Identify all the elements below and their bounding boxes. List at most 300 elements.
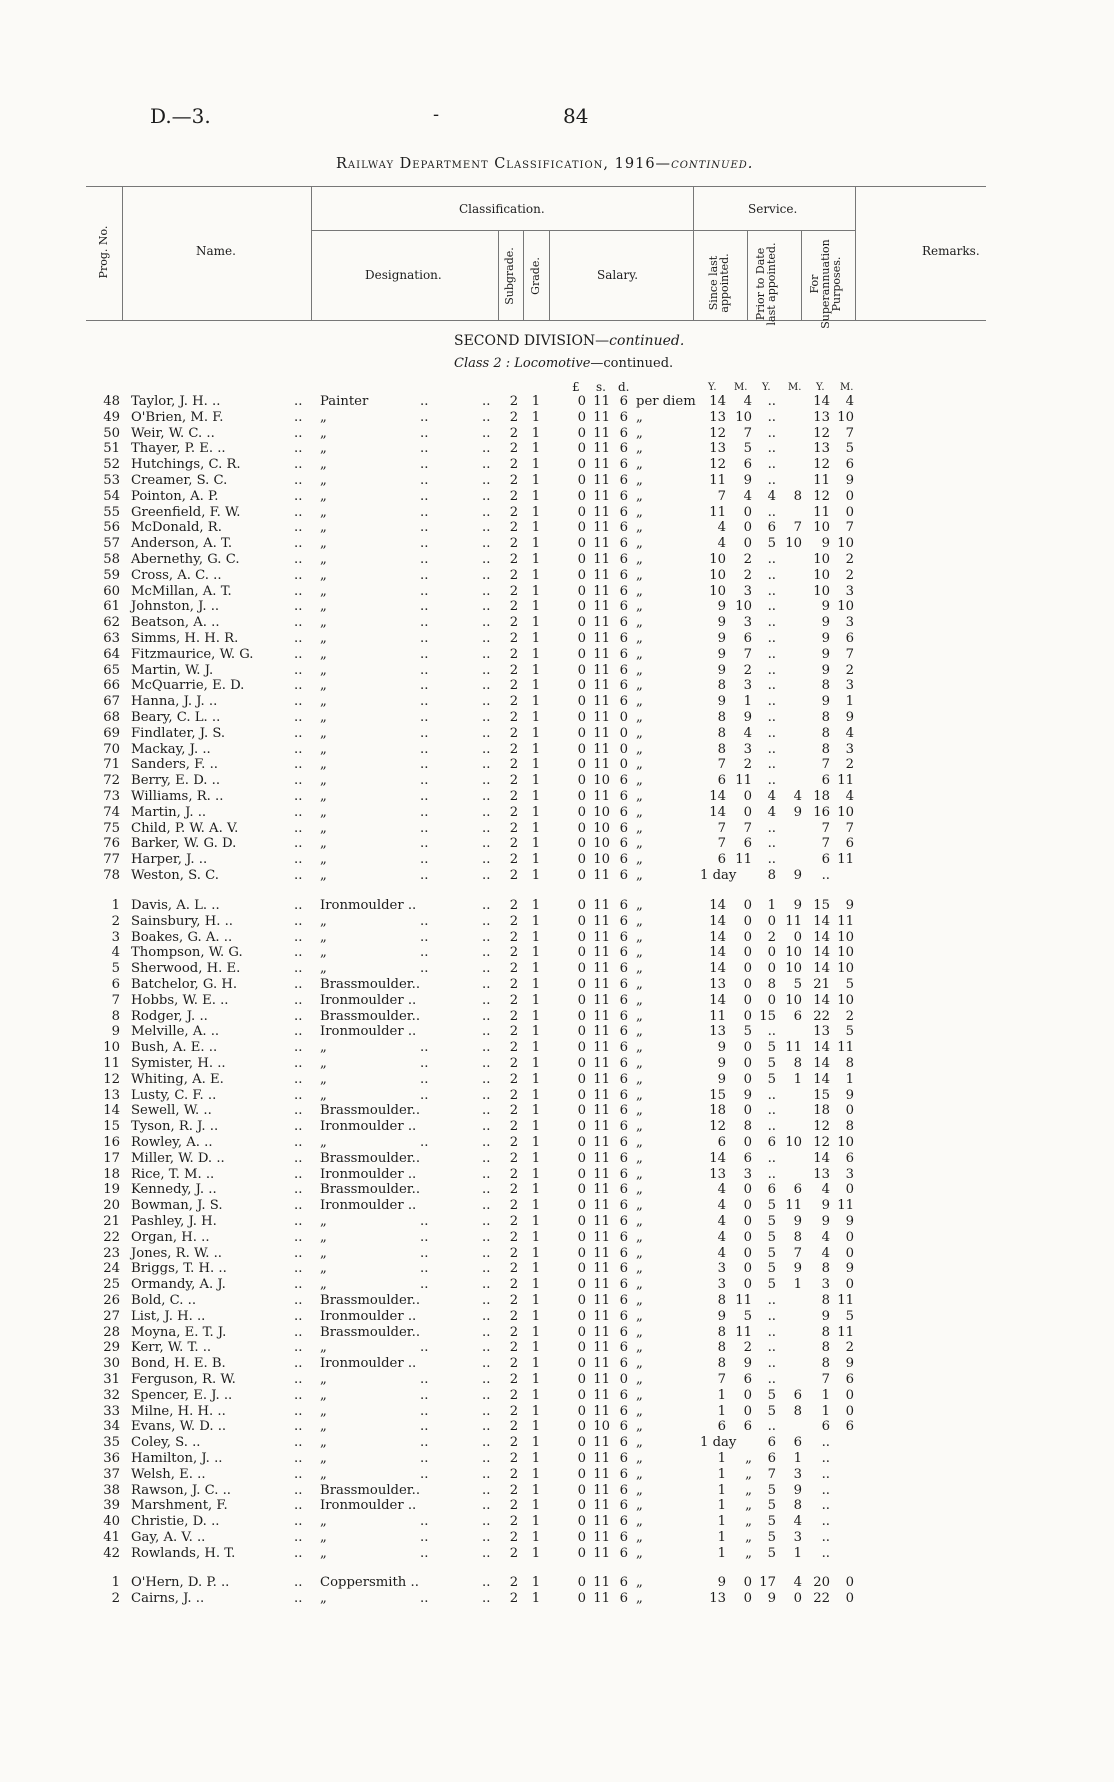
grade: 1 — [531, 1166, 541, 1182]
prog-number: 3 — [111, 929, 120, 945]
since-months: 2 — [743, 662, 752, 678]
salary-pounds: 0 — [577, 868, 586, 883]
super-months: 11 — [837, 1040, 854, 1056]
super-months: 0 — [845, 1182, 854, 1198]
salary-unit: „ — [636, 520, 643, 536]
prog-number: 19 — [103, 1182, 120, 1198]
person-name: Batchelor, G. H. — [131, 977, 238, 992]
super-months: 5 — [845, 1024, 854, 1040]
grade: 1 — [531, 1419, 541, 1435]
since-years: 10 — [709, 583, 726, 599]
designation: Ironmoulder .. — [320, 1308, 417, 1324]
designation: „ — [320, 1403, 327, 1419]
super-months: 8 — [845, 1119, 854, 1135]
person-name: Whiting, A. E. — [131, 1071, 224, 1087]
subgrade: 2 — [509, 1419, 519, 1435]
super-years: 13 — [813, 441, 830, 457]
designation: „ — [320, 1545, 327, 1561]
leader-dots: .. — [294, 1514, 303, 1530]
designation: „ — [320, 678, 327, 694]
salary-pence: 6 — [619, 898, 628, 913]
subgrade: 2 — [509, 1590, 519, 1606]
leader-dots: .. — [482, 1056, 491, 1071]
super-years: 6 — [821, 852, 830, 868]
person-name: Harper, J. .. — [131, 852, 208, 868]
salary-pounds: 0 — [577, 662, 586, 678]
leader-dots: .. — [482, 1040, 491, 1056]
prior-years: .. — [767, 1419, 776, 1435]
leader-dots: .. — [294, 678, 303, 694]
person-name: Gay, A. V. .. — [131, 1530, 206, 1545]
subgrade: 2 — [509, 1530, 519, 1545]
designation: „ — [320, 552, 327, 567]
super-years: 8 — [821, 1261, 830, 1277]
since-months: 0 — [743, 1135, 752, 1150]
since-months: 0 — [743, 945, 752, 961]
super-months: 9 — [845, 898, 854, 913]
leader-dots: .. — [420, 1040, 429, 1056]
salary-shillings: 11 — [593, 868, 610, 883]
salary-shillings: 11 — [593, 1308, 610, 1324]
super-months: 11 — [837, 1198, 854, 1214]
leader-dots: .. — [294, 741, 303, 757]
salary-shillings: 11 — [593, 1103, 610, 1119]
subgrade: 2 — [509, 1008, 519, 1024]
salary-pounds: 0 — [577, 1056, 586, 1071]
table-row — [0, 1182, 1114, 1198]
salary-unit: „ — [636, 710, 643, 725]
prior-months: 8 — [793, 1229, 802, 1245]
prior-years: .. — [767, 1024, 776, 1040]
subgrade: 2 — [509, 898, 519, 913]
subgrade: 2 — [509, 1245, 519, 1261]
unit-months-prior: M. — [788, 382, 802, 393]
table-row — [0, 977, 1114, 993]
leader-dots: .. — [420, 488, 429, 504]
super-months: 3 — [845, 615, 854, 631]
salary-shillings: 11 — [593, 1482, 610, 1498]
subgrade: 2 — [509, 1387, 519, 1403]
subgrade: 2 — [509, 1324, 519, 1340]
table-row — [0, 1388, 1114, 1404]
super-months: 2 — [845, 567, 854, 583]
class-heading — [454, 356, 673, 371]
subgrade: 2 — [509, 741, 519, 757]
super-years: 9 — [821, 694, 830, 710]
grade: 1 — [531, 789, 541, 804]
since-months: 6 — [743, 631, 752, 646]
grade: 1 — [531, 694, 541, 710]
leader-dots: .. — [420, 1530, 429, 1545]
super-months: 10 — [837, 1135, 854, 1150]
class-cont: —continued. — [590, 356, 674, 371]
since-months: 6 — [743, 1150, 752, 1166]
designation: Brassmoulder.. — [320, 1103, 421, 1119]
person-name: Christie, D. .. — [131, 1514, 220, 1530]
salary-unit: „ — [636, 1466, 643, 1482]
salary-unit: „ — [636, 913, 643, 929]
leader-dots: .. — [294, 1451, 303, 1466]
grade: 1 — [531, 961, 541, 977]
since-years: 4 — [717, 1198, 726, 1214]
leader-dots: .. — [420, 757, 429, 773]
page-title-main: Railway Department Classification, 1916— — [336, 156, 672, 172]
since-years: 14 — [709, 898, 726, 913]
page-title — [336, 156, 753, 172]
leader-dots: .. — [482, 868, 491, 883]
leader-dots: .. — [294, 1403, 303, 1419]
prog-number: 32 — [103, 1387, 120, 1403]
since-years: 4 — [717, 1229, 726, 1245]
leader-dots: .. — [420, 1419, 429, 1435]
salary-pence: 0 — [619, 725, 628, 741]
since-years: 12 — [709, 457, 726, 473]
since-years: 4 — [717, 536, 726, 552]
salary-pence: 6 — [619, 694, 628, 710]
leader-dots: .. — [294, 898, 303, 913]
salary-pounds: 0 — [577, 710, 586, 725]
person-name: Greenfield, F. W. — [131, 504, 241, 520]
salary-unit: „ — [636, 678, 643, 694]
person-name: Martin, J. .. — [131, 804, 207, 820]
salary-shillings: 11 — [593, 646, 610, 662]
salary-pounds: 0 — [577, 773, 586, 789]
salary-shillings: 11 — [593, 789, 610, 804]
since-months: 3 — [743, 615, 752, 631]
leader-dots: .. — [420, 1340, 429, 1356]
salary-shillings: 11 — [593, 1590, 610, 1606]
leader-dots: .. — [294, 1498, 303, 1514]
salary-pence: 6 — [619, 1590, 628, 1606]
salary-pence: 6 — [619, 631, 628, 646]
leader-dots: .. — [294, 913, 303, 929]
person-name: Kennedy, J. .. — [131, 1182, 217, 1198]
super-years: 8 — [821, 710, 830, 725]
since-years: 6 — [717, 852, 726, 868]
salary-unit: „ — [636, 789, 643, 804]
salary-unit: „ — [636, 1040, 643, 1056]
person-name: Hamilton, J. .. — [131, 1451, 223, 1466]
super-years: 6 — [821, 773, 830, 789]
salary-unit: „ — [636, 1182, 643, 1198]
leader-dots: .. — [420, 394, 429, 409]
subgrade: 2 — [509, 678, 519, 694]
super-years: 6 — [821, 1419, 830, 1435]
leader-dots: .. — [420, 1590, 429, 1606]
salary-unit: „ — [636, 1372, 643, 1387]
since-months: 0 — [743, 929, 752, 945]
salary-pounds: 0 — [577, 1261, 586, 1277]
since-months: 0 — [743, 992, 752, 1008]
since-months: 9 — [743, 710, 752, 725]
designation: „ — [320, 473, 327, 488]
subgrade: 2 — [509, 1545, 519, 1561]
salary-shillings: 11 — [593, 725, 610, 741]
salary-pence: 6 — [619, 567, 628, 583]
subgrade: 2 — [509, 1340, 519, 1356]
salary-shillings: 11 — [593, 1229, 610, 1245]
leader-dots: .. — [420, 567, 429, 583]
salary-shillings: 11 — [593, 1056, 610, 1071]
since-years: 8 — [717, 1324, 726, 1340]
salary-pounds: 0 — [577, 1340, 586, 1356]
salary-unit: „ — [636, 457, 643, 473]
salary-pounds: 0 — [577, 977, 586, 992]
super-months: 10 — [837, 536, 854, 552]
super-years: 22 — [813, 1008, 830, 1024]
salary-pounds: 0 — [577, 1324, 586, 1340]
prog-number: 21 — [103, 1214, 120, 1229]
designation: „ — [320, 536, 327, 552]
since-months: 0 — [743, 1071, 752, 1087]
grade: 1 — [531, 725, 541, 741]
salary-pounds: 0 — [577, 409, 586, 425]
person-name: Child, P. W. A. V. — [131, 820, 239, 836]
designation: „ — [320, 520, 327, 536]
super-years: .. — [821, 1498, 830, 1514]
table-row — [0, 726, 1114, 742]
leader-dots: .. — [482, 898, 491, 913]
leader-dots: .. — [482, 1340, 491, 1356]
salary-pence: 6 — [619, 1498, 628, 1514]
salary-pence: 6 — [619, 1087, 628, 1103]
subgrade: 2 — [509, 977, 519, 992]
grade: 1 — [531, 441, 541, 457]
subgrade: 2 — [509, 1103, 519, 1119]
prog-number: 36 — [103, 1451, 120, 1466]
leader-dots: .. — [294, 773, 303, 789]
super-months: 7 — [845, 425, 854, 441]
leader-dots: .. — [482, 552, 491, 567]
salary-pence: 6 — [619, 1340, 628, 1356]
person-name: Davis, A. L. .. — [131, 898, 220, 913]
super-years: 16 — [813, 804, 830, 820]
since-months: „ — [745, 1530, 752, 1545]
designation: „ — [320, 1372, 327, 1387]
subgrade: 2 — [509, 1575, 519, 1590]
prior-months: 1 — [793, 1277, 802, 1293]
prior-years: .. — [767, 725, 776, 741]
salary-pence: 6 — [619, 1008, 628, 1024]
super-months: 7 — [845, 820, 854, 836]
grade: 1 — [531, 1372, 541, 1387]
super-months: 5 — [845, 977, 854, 992]
table-row — [0, 773, 1114, 789]
since-months: 8 — [743, 1119, 752, 1135]
super-years: .. — [821, 1514, 830, 1530]
person-name: Rawson, J. C. .. — [131, 1482, 231, 1498]
salary-pounds: 0 — [577, 1277, 586, 1293]
subgrade: 2 — [509, 961, 519, 977]
salary-shillings: 11 — [593, 1245, 610, 1261]
subgrade: 2 — [509, 1451, 519, 1466]
leader-dots: .. — [294, 1245, 303, 1261]
leader-dots: .. — [482, 1150, 491, 1166]
salary-unit: „ — [636, 898, 643, 913]
person-name: Barker, W. G. D. — [131, 836, 237, 852]
since-years: 1 — [717, 1451, 726, 1466]
salary-pence: 6 — [619, 457, 628, 473]
since-months: 0 — [743, 1182, 752, 1198]
grade: 1 — [531, 394, 541, 409]
leader-dots: .. — [482, 1482, 491, 1498]
subgrade: 2 — [509, 488, 519, 504]
prog-number: 71 — [103, 757, 120, 773]
col-sep-4 — [523, 230, 524, 320]
subgrade: 2 — [509, 1056, 519, 1071]
leader-dots: .. — [482, 441, 491, 457]
leader-dots: .. — [294, 409, 303, 425]
salary-unit: „ — [636, 662, 643, 678]
leader-dots: .. — [420, 913, 429, 929]
prior-years: .. — [767, 1119, 776, 1135]
prog-number: 72 — [103, 773, 120, 789]
prog-number: 52 — [103, 457, 120, 473]
since-years: 1 — [717, 1498, 726, 1514]
since-years: 13 — [709, 1590, 726, 1606]
salary-unit: „ — [636, 599, 643, 615]
table-row — [0, 441, 1114, 457]
prior-years: 5 — [767, 1071, 776, 1087]
super-months: 0 — [845, 1387, 854, 1403]
leader-dots: .. — [482, 1530, 491, 1545]
salary-unit: „ — [636, 1435, 643, 1451]
division-title: SECOND DIVISION— — [454, 333, 610, 349]
salary-pence: 6 — [619, 1419, 628, 1435]
prior-years: 17 — [759, 1575, 776, 1590]
subgrade: 2 — [509, 615, 519, 631]
super-years: 14 — [813, 992, 830, 1008]
since-years: 13 — [709, 1024, 726, 1040]
prior-years: 6 — [767, 1451, 776, 1466]
prior-years: 5 — [767, 1482, 776, 1498]
since-years: 9 — [717, 662, 726, 678]
salary-pence: 0 — [619, 710, 628, 725]
super-years: 13 — [813, 1024, 830, 1040]
salary-shillings: 11 — [593, 992, 610, 1008]
salary-shillings: 10 — [593, 836, 610, 852]
salary-unit: „ — [636, 425, 643, 441]
prog-number: 41 — [103, 1530, 120, 1545]
prior-years: 8 — [767, 868, 776, 883]
since-months: 0 — [743, 1040, 752, 1056]
designation: „ — [320, 1261, 327, 1277]
leader-dots: .. — [482, 1403, 491, 1419]
salary-unit: „ — [636, 977, 643, 992]
super-years: 9 — [821, 631, 830, 646]
grade: 1 — [531, 615, 541, 631]
super-years: 12 — [813, 488, 830, 504]
leader-dots: .. — [482, 473, 491, 488]
prior-years: 4 — [767, 488, 776, 504]
salary-pence: 6 — [619, 1545, 628, 1561]
super-months: 0 — [845, 1229, 854, 1245]
leader-dots: .. — [482, 425, 491, 441]
grade: 1 — [531, 1024, 541, 1040]
since-years: 14 — [709, 961, 726, 977]
since-months: 3 — [743, 583, 752, 599]
leader-dots: .. — [482, 1198, 491, 1214]
since-months: 9 — [743, 1087, 752, 1103]
table-row — [0, 615, 1114, 631]
since-years: 7 — [717, 820, 726, 836]
super-months: 0 — [845, 1590, 854, 1606]
salary-pounds: 0 — [577, 789, 586, 804]
since-years: 9 — [717, 1308, 726, 1324]
salary-unit: „ — [636, 1008, 643, 1024]
designation: „ — [320, 710, 327, 725]
super-years: 13 — [813, 409, 830, 425]
super-months: 10 — [837, 929, 854, 945]
leader-dots: .. — [482, 1087, 491, 1103]
prior-months: 0 — [793, 929, 802, 945]
since-months: 0 — [743, 1056, 752, 1071]
table-row — [0, 1325, 1114, 1341]
leader-dots: .. — [482, 678, 491, 694]
salary-shillings: 11 — [593, 631, 610, 646]
grade: 1 — [531, 757, 541, 773]
grade: 1 — [531, 1008, 541, 1024]
prior-years: .. — [767, 504, 776, 520]
prog-number: 35 — [103, 1435, 120, 1451]
salary-shillings: 11 — [593, 1575, 610, 1590]
designation: Brassmoulder.. — [320, 1293, 421, 1308]
leader-dots: .. — [482, 536, 491, 552]
since-years: 1 — [717, 1403, 726, 1419]
prog-number: 10 — [103, 1040, 120, 1056]
person-name: O'Brien, M. F. — [131, 409, 224, 425]
salary-unit: „ — [636, 536, 643, 552]
table-row — [0, 821, 1114, 837]
designation: „ — [320, 1387, 327, 1403]
prog-number: 5 — [111, 961, 120, 977]
leader-dots: .. — [420, 615, 429, 631]
person-name: Martin, W. J. — [131, 662, 214, 678]
table-row — [0, 961, 1114, 977]
leader-dots: .. — [482, 1419, 491, 1435]
table-row — [0, 410, 1114, 426]
prog-number: 1 — [111, 898, 120, 913]
since-months: 6 — [743, 457, 752, 473]
designation: „ — [320, 741, 327, 757]
prog-number: 61 — [103, 599, 120, 615]
person-name: Simms, H. H. R. — [131, 631, 239, 646]
super-years: 7 — [821, 757, 830, 773]
leader-dots: .. — [482, 1324, 491, 1340]
super-years: 9 — [821, 1308, 830, 1324]
salary-unit: „ — [636, 1261, 643, 1277]
leader-dots: .. — [294, 1590, 303, 1606]
designation: „ — [320, 789, 327, 804]
prior-years: .. — [767, 631, 776, 646]
since-months: „ — [745, 1545, 752, 1561]
super-months: 0 — [845, 1277, 854, 1293]
prior-months: 8 — [793, 1498, 802, 1514]
leader-dots: .. — [294, 804, 303, 820]
since-years: 11 — [709, 1008, 726, 1024]
designation: „ — [320, 662, 327, 678]
prior-months: 1 — [793, 1451, 802, 1466]
salary-unit: „ — [636, 1071, 643, 1087]
prog-number: 7 — [111, 992, 120, 1008]
prior-years: .. — [767, 599, 776, 615]
prior-years: 0 — [767, 945, 776, 961]
col-name: Name. — [196, 244, 236, 258]
salary-unit: „ — [636, 1340, 643, 1356]
prior-months: 1 — [793, 1071, 802, 1087]
super-years: 9 — [821, 646, 830, 662]
salary-unit: „ — [636, 473, 643, 488]
